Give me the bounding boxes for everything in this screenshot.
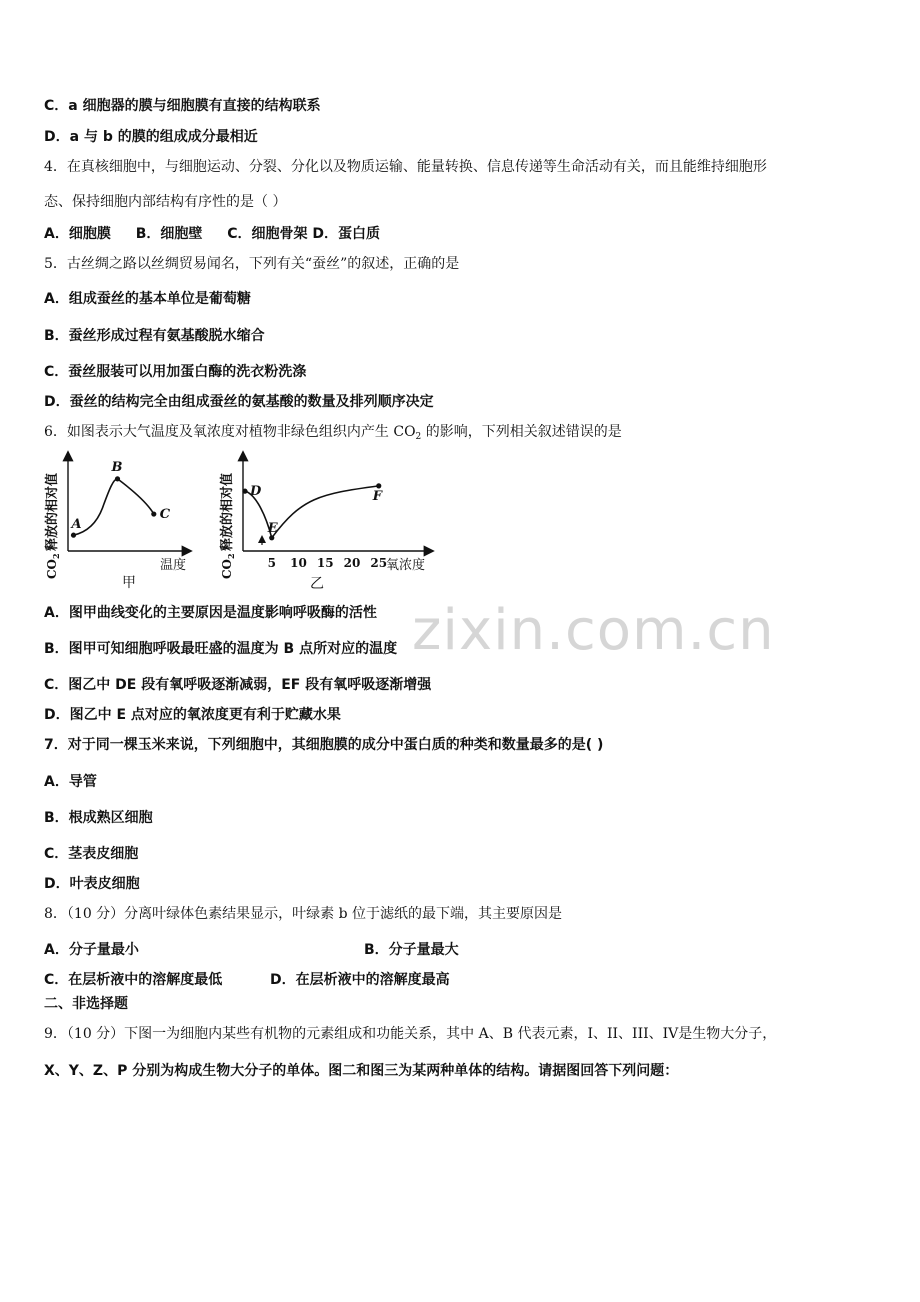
chart-jia-point-B xyxy=(115,476,120,481)
chart-jia-point-label-C: C xyxy=(159,507,171,523)
chart-jia-point-C xyxy=(151,511,156,516)
chart-jia-title: 甲 xyxy=(122,575,136,591)
q5-stem: 5．古丝绸之路以丝绸贸易闻名，下列有关“蚕丝”的叙述，正确的是 xyxy=(44,256,460,272)
chart-yi-tick-20: 20 xyxy=(343,556,361,570)
q7-option-b: B．根成熟区细胞 xyxy=(44,810,153,826)
q7-option-d: D．叶表皮细胞 xyxy=(44,876,140,892)
q7-stem: 7．对于同一棵玉米来说，下列细胞中，其细胞膜的成分中蛋白质的种类和数量最多的是( ) xyxy=(44,737,604,753)
chart-jia-point-label-A: A xyxy=(71,517,82,533)
chart-yi-tick-25: 25 xyxy=(370,556,388,570)
q6-option-a: A．图甲曲线变化的主要原因是温度影响呼吸酶的活性 xyxy=(44,605,377,621)
q8-stem: 8．（10 分）分离叶绿体色素结果显示，叶绿素 b 位于滤纸的最下端，其主要原因是 xyxy=(44,906,563,922)
chart-yi-point-F xyxy=(376,483,381,488)
chart-jia-curve xyxy=(74,479,154,535)
chart-yi-point-label-E: E xyxy=(267,520,278,536)
chart-jia-xlabel: 温度 xyxy=(160,558,187,573)
chart-yi-ylabel: 释放的相对值 xyxy=(220,472,235,551)
q6-figure xyxy=(40,447,460,597)
chart-yi-point-D xyxy=(242,489,247,494)
q6-option-c: C．图乙中 DE 段有氧呼吸逐渐减弱，EF 段有氧呼吸逐渐增强 xyxy=(44,677,432,693)
q8-option-b: B．分子量最大 xyxy=(364,942,459,958)
q6-option-b: B．图甲可知细胞呼吸最旺盛的温度为 B 点所对应的温度 xyxy=(44,641,398,657)
chart-jia-ylabel-sub: 2 xyxy=(51,553,61,559)
q9-stem-line1: 9．（10 分）下图一为细胞内某些有机物的元素组成和功能关系，其中 A、B 代表元素，I、II、III、IV是生物大分子， xyxy=(44,1026,777,1042)
q8-option-c: C．在层析液中的溶解度最低 xyxy=(44,972,223,988)
q6-stem-sub: 2 xyxy=(415,432,422,442)
chart-yi xyxy=(219,453,432,592)
q6-option-d: D．图乙中 E 点对应的氧浓度更有利于贮藏水果 xyxy=(44,707,341,723)
q5-option-c: C．蚕丝服装可以用加蛋白酶的洗衣粉洗涤 xyxy=(44,364,307,380)
chart-yi-ylabel-sub: 2 xyxy=(226,553,236,559)
q6-stem-post: 的影响，下列相关叙述错误的是 xyxy=(421,424,622,440)
chart-yi-point-label-F: F xyxy=(372,488,382,504)
chart-yi-tick-5: 5 xyxy=(267,556,276,570)
chart-yi-xlabel: 氧浓度 xyxy=(386,558,426,573)
chart-yi-tick-15: 15 xyxy=(316,556,334,570)
q4-stem-line1: 4．在真核细胞中，与细胞运动、分裂、分化以及物质运输、能量转换、信息传递等生命活动有关，而且能维持细胞形 xyxy=(44,159,767,175)
chart-jia-point-label-B: B xyxy=(111,459,123,475)
chart-yi-point-label-D: D xyxy=(250,484,262,500)
chart-yi-point-E xyxy=(269,535,274,540)
q5-option-d: D．蚕丝的结构完全由组成蚕丝的氨基酸的数量及排列顺序决定 xyxy=(44,394,434,410)
q4-option-d: D．蛋白质 xyxy=(312,226,381,242)
chart-yi-title: 乙 xyxy=(310,576,324,592)
chart-yi-e-arrowhead xyxy=(258,535,266,543)
chart-yi-ylabel-prefix: CO xyxy=(220,558,234,579)
q9-stem-line2: X、Y、Z、P 分别为构成生物大分子的单体。图二和图三为某两种单体的结构。请据图回答下列问题： xyxy=(44,1063,679,1079)
q8-option-d: D．在层析液中的溶解度最高 xyxy=(270,972,450,988)
q6-stem xyxy=(44,423,622,446)
q7-option-a: A．导管 xyxy=(44,774,97,790)
chart-yi-tick-10: 10 xyxy=(290,556,307,570)
q4-option-a: A．细胞膜 xyxy=(44,226,111,242)
q6-stem-pre: 6．如图表示大气温度及氧浓度对植物非绿色组织内产生 CO xyxy=(44,424,416,440)
chart-yi-curve xyxy=(245,486,379,538)
chart-jia-point-A xyxy=(71,533,76,538)
q8-option-a: A．分子量最小 xyxy=(44,942,139,958)
q4-stem-line2: 态、保持细胞内部结构有序性的是（ ） xyxy=(44,194,287,210)
q5-option-b: B．蚕丝形成过程有氨基酸脱水缩合 xyxy=(44,328,265,344)
watermark: zixin.com.cn xyxy=(412,598,775,663)
q3-option-c: C．a 细胞器的膜与细胞膜有直接的结构联系 xyxy=(44,98,321,114)
q4-option-b: B．细胞壁 xyxy=(135,226,203,242)
q3-option-d: D．a 与 b 的膜的组成成分最相近 xyxy=(44,129,258,145)
q4-option-c: C．细胞骨架 xyxy=(227,226,308,242)
chart-jia-ylabel-prefix: CO xyxy=(45,558,59,579)
section-two-heading: 二、非选择题 xyxy=(44,996,128,1012)
q5-option-a: A．组成蚕丝的基本单位是葡萄糖 xyxy=(44,291,251,307)
q4-options xyxy=(44,225,380,243)
chart-jia xyxy=(44,453,190,591)
q7-option-c: C．茎表皮细胞 xyxy=(44,846,139,862)
chart-jia-ylabel: 释放的相对值 xyxy=(45,472,60,551)
